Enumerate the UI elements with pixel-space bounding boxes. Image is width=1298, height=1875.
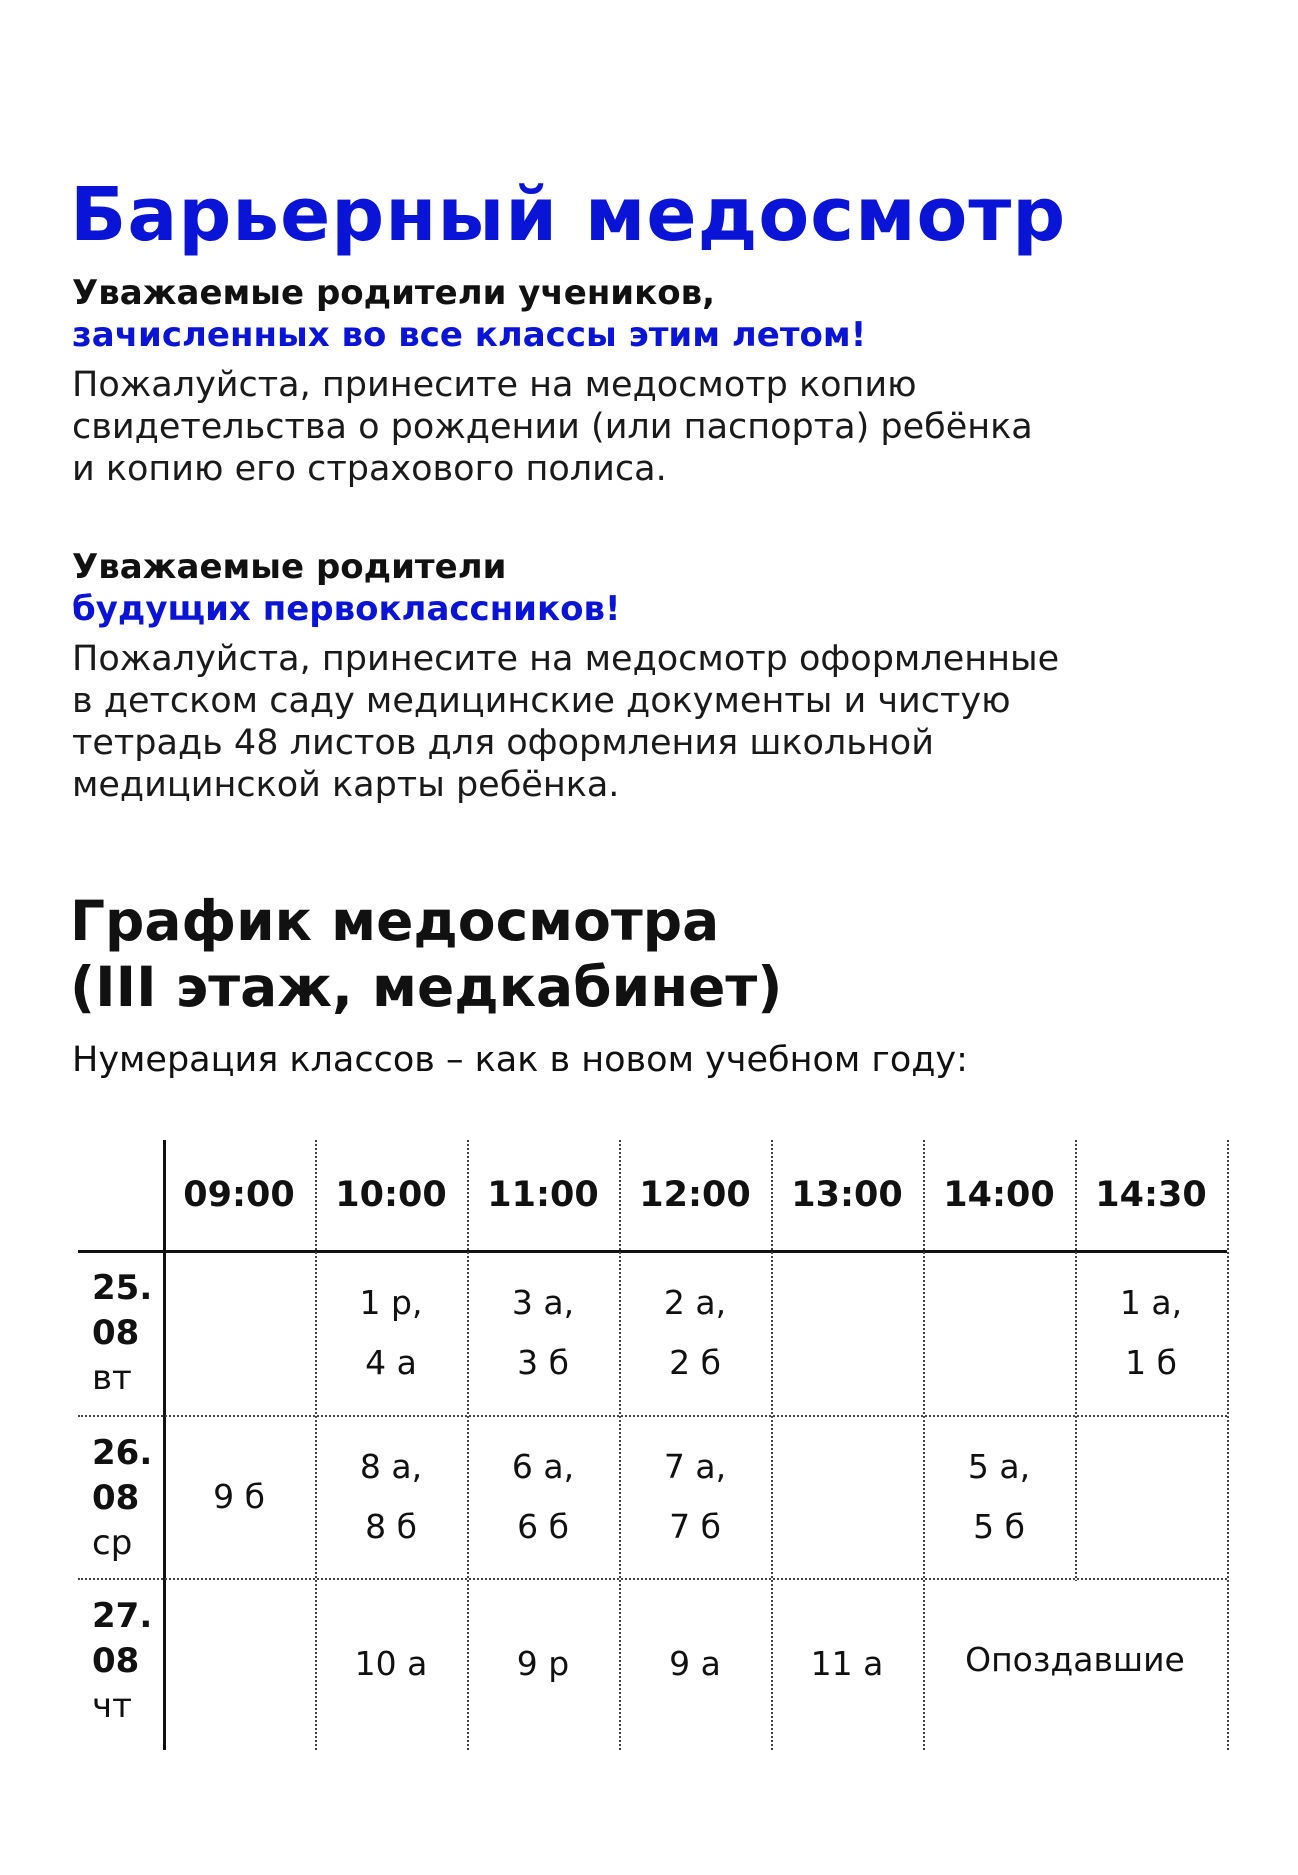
schedule-cell [467, 1250, 619, 1415]
notice-lead: Уважаемые родители [72, 547, 507, 587]
table-grid-line [1227, 1140, 1229, 1750]
class-label: 2 а, [663, 1282, 727, 1322]
class-label: 9 а [669, 1644, 721, 1683]
date-weekday: чт [92, 1686, 132, 1726]
schedule-cell [619, 1415, 771, 1578]
class-label: 3 а, [511, 1282, 575, 1322]
class-label: 7 а, [663, 1446, 727, 1486]
time-header: 12:00 [639, 1175, 751, 1215]
date-label [92, 1266, 162, 1401]
class-label: 1 а, [1119, 1282, 1183, 1322]
schedule-cell [467, 1415, 619, 1578]
time-header: 14:30 [1095, 1175, 1207, 1215]
date-month: 08 [92, 1478, 140, 1518]
date-label [92, 1431, 162, 1566]
class-label: 5 б [973, 1506, 1025, 1546]
page-title: Барьерный медосмотр [70, 171, 1067, 258]
class-label: 9 б [213, 1476, 265, 1516]
class-label: 6 б [517, 1506, 569, 1546]
schedule-cell [771, 1578, 923, 1750]
date-month: 08 [92, 1313, 140, 1353]
class-label: 8 б [365, 1506, 417, 1546]
schedule-cell [619, 1578, 771, 1750]
class-label: 5 а, [967, 1446, 1031, 1486]
schedule-cell [315, 1578, 467, 1750]
date-month: 08 [92, 1641, 140, 1681]
date-weekday: ср [92, 1523, 133, 1563]
late-arrivals-cell: Опоздавшие [965, 1640, 1185, 1679]
class-label: 6 а, [511, 1446, 575, 1486]
schedule-cell [467, 1578, 619, 1750]
date-day: 26. [92, 1433, 153, 1473]
notice-lead-highlight: будущих первоклассников! [72, 589, 621, 629]
schedule-cell [1075, 1250, 1227, 1415]
class-label: 2 б [669, 1342, 721, 1382]
date-label [92, 1594, 162, 1729]
notice-body: Пожалуйста, принесите на медосмотр оформленные в детском саду медицинские документы и чистую тетрадь 48 листов для оформления школьной медицинской карты ребёнка. [72, 639, 1060, 805]
schedule-cell [923, 1415, 1075, 1578]
class-label: 3 б [517, 1342, 569, 1382]
class-label: 10 а [354, 1644, 428, 1683]
notice-body: Пожалуйста, принесите на медосмотр копию свидетельства о рождении (или паспорта) ребёнка и копию его страхового полиса. [72, 365, 1033, 489]
time-header: 09:00 [183, 1175, 295, 1215]
schedule-cell [315, 1415, 467, 1578]
date-day: 25. [92, 1268, 153, 1308]
time-header: 11:00 [487, 1175, 599, 1215]
class-label: 1 б [1125, 1342, 1177, 1382]
class-label: 7 б [669, 1506, 721, 1546]
time-header: 10:00 [335, 1175, 447, 1215]
date-weekday: вт [92, 1358, 132, 1398]
class-label: 8 а, [359, 1446, 423, 1486]
class-label: 1 р, [359, 1282, 423, 1322]
class-label: 4 а [365, 1342, 417, 1382]
schedule-cell [315, 1250, 467, 1415]
date-day: 27. [92, 1596, 153, 1636]
class-label: 11 а [810, 1644, 884, 1683]
schedule-note: Нумерация классов – как в новом учебном году: [72, 1040, 968, 1080]
notice-lead-highlight: зачисленных во все классы этим летом! [72, 315, 867, 355]
time-header: 14:00 [943, 1175, 1055, 1215]
schedule-cell [619, 1250, 771, 1415]
notice-lead: Уважаемые родители учеников, [72, 273, 715, 313]
time-header: 13:00 [791, 1175, 903, 1215]
class-label: 9 р [516, 1644, 570, 1683]
schedule-cell [163, 1415, 315, 1578]
schedule-title: График медосмотра (III этаж, медкабинет) [70, 889, 783, 1019]
